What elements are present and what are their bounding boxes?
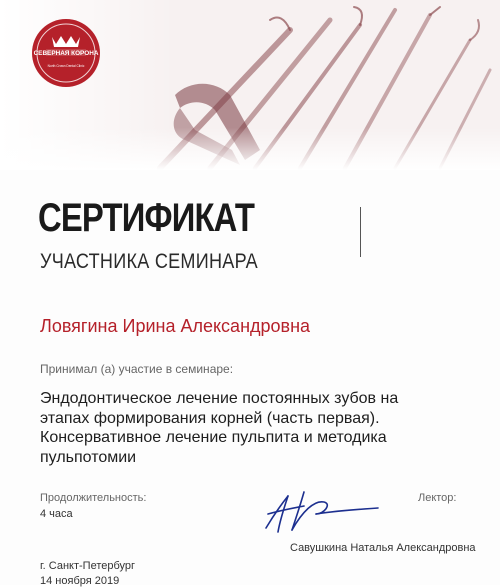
duration-label: Продолжительность: <box>40 492 147 504</box>
city: г. Санкт-Петербург <box>40 560 136 572</box>
date: 14 ноября 2019 <box>40 575 120 587</box>
seminar-line: Консервативное лечение пульпита и методика <box>40 429 387 446</box>
lecturer-signature <box>258 488 386 538</box>
seminar-line: пульпотомии <box>40 448 137 466</box>
duration-value: 4 часа <box>40 508 73 520</box>
logo-sub-text: North Crown Dental Clinic <box>47 64 85 68</box>
seminar-line: Эндодонтическое лечение постоянных зубов на <box>40 390 399 407</box>
lecturer-name: Савушкина Наталья Александровна <box>290 542 476 554</box>
lecturer-label: Лектор: <box>418 492 457 504</box>
certificate-title: СЕРТИФИКАТ <box>38 196 255 240</box>
seminar-title <box>40 389 490 467</box>
participated-label: Принимал (а) участие в семинаре: <box>40 362 234 376</box>
title-divider <box>360 207 361 257</box>
clinic-logo <box>30 17 102 89</box>
logo-arc-text: СЕВЕРНАЯ КОРОНА <box>33 50 99 57</box>
participant-name: Ловягина Ирина Александровна <box>40 316 311 336</box>
certificate-subtitle: УЧАСТНИКА СЕМИНАРА <box>40 250 258 273</box>
seminar-line: этапах формирования корней (часть первая). <box>40 409 380 427</box>
